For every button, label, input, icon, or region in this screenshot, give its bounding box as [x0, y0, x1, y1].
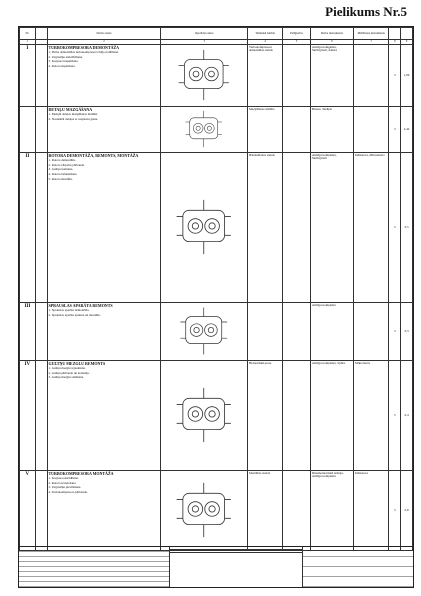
section-spacer [35, 107, 47, 153]
section-spacer [35, 361, 47, 471]
sketch-drawing [162, 108, 245, 150]
col9-cell: 0,8 [401, 471, 413, 551]
sketch-drawing [162, 46, 245, 104]
col9-cell: 1,09 [401, 45, 413, 107]
aux-cell [283, 45, 311, 107]
column-header: Mērīšanas instruments [354, 28, 389, 40]
col8-cell: 3 [389, 303, 401, 361]
section-line: 4. Rotora balansēšana. [48, 172, 78, 177]
operation-sketch [161, 361, 247, 471]
section-line: 2. Rotora ievietošana. [48, 480, 77, 485]
equipment-cell: Turbokompresoru demontāžas stends [247, 45, 282, 107]
section-content [47, 107, 161, 153]
section-content [47, 361, 161, 471]
section-line: 1. Gultņu mezglu izjaukšana. [48, 366, 86, 371]
measure-cell: Indikators, Mikrometrs [354, 153, 389, 303]
column-header [35, 28, 47, 40]
section-line: 3. Uzgriežņu pievilkšana. [48, 485, 82, 490]
process-sheet [18, 26, 414, 588]
tools-cell: Birstes, Skrāpis [310, 107, 353, 153]
column-header: Tehniskā iekārta [247, 28, 282, 40]
equipment-cell: Montāžas stends [247, 471, 282, 551]
section-heading: ROTORA DEMONTĀŽA, REMONTS, MONTĀŽA [48, 152, 139, 158]
section-heading: GULTŅU MEZGLU REMONTS [48, 360, 106, 366]
sections-body [20, 45, 413, 551]
section-roman: I [20, 45, 36, 107]
section-heading: TURBOKOMPRESORA DEMONTĀŽA [48, 44, 120, 50]
measure-cell [354, 303, 389, 361]
title-block-signature-grid [19, 547, 169, 587]
measure-cell [354, 45, 389, 107]
section-row [20, 361, 413, 471]
section-line: 5. Rotora montāža. [48, 176, 73, 181]
col8-cell: 5 [389, 153, 401, 303]
col8-cell: 3 [389, 45, 401, 107]
section-spacer [35, 153, 47, 303]
operation-sketch [161, 303, 247, 361]
section-spacer [35, 471, 47, 551]
title-block [19, 546, 413, 587]
section-spacer [35, 45, 47, 107]
section-line: 4. Rotora izņemšana. [48, 64, 76, 69]
column-header: Darba saturs [47, 28, 161, 40]
section-roman: V [20, 471, 36, 551]
equipment-cell: Mazgāšanas mašīna [247, 107, 282, 153]
column-header: Nr. [20, 28, 36, 40]
section-line: 4. Turbokompresora pārbaude. [48, 490, 88, 495]
column-header [401, 28, 413, 40]
section-roman: IV [20, 361, 36, 471]
section-row [20, 303, 413, 361]
aux-cell [283, 303, 311, 361]
section-roman: II [20, 153, 36, 303]
section-line: 3. Gultņu mezglu salikšana. [48, 375, 84, 380]
measure-cell: Indikators [354, 471, 389, 551]
title-block-center [169, 547, 303, 587]
section-roman: III [20, 303, 36, 361]
col8-cell: 3 [389, 107, 401, 153]
column-number: 7 [354, 40, 389, 45]
column-header: Operāciju skice [161, 28, 247, 40]
aux-cell [283, 153, 311, 303]
measure-cell: Mikrometrs [354, 361, 389, 471]
aux-cell [283, 471, 311, 551]
section-row [20, 107, 413, 153]
section-line: 2. Sprauslas aparāta apskate un montāža. [48, 312, 101, 317]
column-number: 2 [47, 40, 161, 45]
operation-sketch [161, 45, 247, 107]
section-line: 1. Korpusa uzstādīšana. [48, 476, 79, 481]
section-line: 2. Nosusināt detaļas ar saspiestu gaisu. [48, 116, 98, 121]
tools-cell: Atslēgu komplekts [310, 303, 353, 361]
tools-cell: Atslēgu komplekts, Spīles [310, 361, 353, 471]
col8-cell: 5 [389, 361, 401, 471]
equipment-cell: Hidrauliskā prese [247, 361, 282, 471]
column-number: 1 [20, 40, 36, 45]
section-line: 3. Gultņu nomaiņa. [48, 167, 74, 172]
operation-sketch [161, 471, 247, 551]
section-spacer [35, 303, 47, 361]
process-table [19, 27, 413, 551]
equipment-cell [247, 303, 282, 361]
section-line: 1. Sprauslas aparāta demontāža. [48, 308, 90, 313]
col9-cell: 0,5 [401, 153, 413, 303]
section-line: 1. Mazgāt detaļas mazgāšanas mašīnā. [48, 112, 98, 117]
operation-sketch [161, 107, 247, 153]
section-heading: TURBOKOMPRESORA MONTĀŽA [48, 470, 114, 476]
tools-cell: Atslēgu komplekts, Skrūvgrieži, Āmurs [310, 45, 353, 107]
section-line: 3. Korpusa noņemšana. [48, 59, 79, 64]
title-block-title [170, 550, 302, 553]
col8-cell: 5 [389, 471, 401, 551]
column-number: 4 [247, 40, 282, 45]
sketch-drawing [162, 154, 245, 300]
section-line: 2. Rotora vārpstas pārbaude. [48, 162, 85, 167]
operation-sketch [161, 153, 247, 303]
section-line: 1. Rotora demontāža. [48, 158, 76, 163]
header-row [20, 28, 413, 40]
column-number: 5 [283, 40, 311, 45]
section-content [47, 45, 161, 107]
section-line: 2. Uzgriežņu atskrūvēšana. [48, 54, 84, 59]
sketch-drawing [162, 304, 245, 358]
measure-cell [354, 107, 389, 153]
aux-cell [283, 361, 311, 471]
col9-cell: 0,4 [401, 361, 413, 471]
section-row [20, 471, 413, 551]
section-heading: SPRAUSLAS APARĀTA REMONTS [48, 302, 113, 308]
tools-cell: Atslēgu komplekts, Skrūvgrieži [310, 153, 353, 303]
section-content [47, 153, 161, 303]
column-header: Palīgierīce [283, 28, 311, 40]
section-heading: DETAĻU MAZGĀŠANA [48, 106, 93, 112]
section-roman [20, 107, 36, 153]
title-block-sheet-grid [303, 547, 413, 587]
page-title: Pielikums Nr.5 [325, 4, 407, 19]
section-content [47, 471, 161, 551]
column-header: Darba instruments [310, 28, 353, 40]
section-content [47, 303, 161, 361]
col9-cell: 0,3 [401, 303, 413, 361]
column-header [389, 28, 401, 40]
equipment-cell: Balansēšanas stends [247, 153, 282, 303]
section-line: 2. Gultņu pārbaude un nomaiņa. [48, 370, 90, 375]
column-number: 8 [389, 40, 401, 45]
section-row [20, 153, 413, 303]
tools-cell: Dinamometriskā atslēga, Atslēgu komplekts [310, 471, 353, 551]
col9-cell: 2,42 [401, 107, 413, 153]
sketch-drawing [162, 472, 245, 548]
section-line: 1. Pirms demontāžas turbokompresora ārējo notīrīšana. [48, 50, 119, 55]
column-number: 6 [310, 40, 353, 45]
sketch-drawing [162, 362, 245, 468]
column-number: 9 [401, 40, 413, 45]
aux-cell [283, 107, 311, 153]
column-number: 3 [161, 40, 247, 45]
section-row [20, 45, 413, 107]
